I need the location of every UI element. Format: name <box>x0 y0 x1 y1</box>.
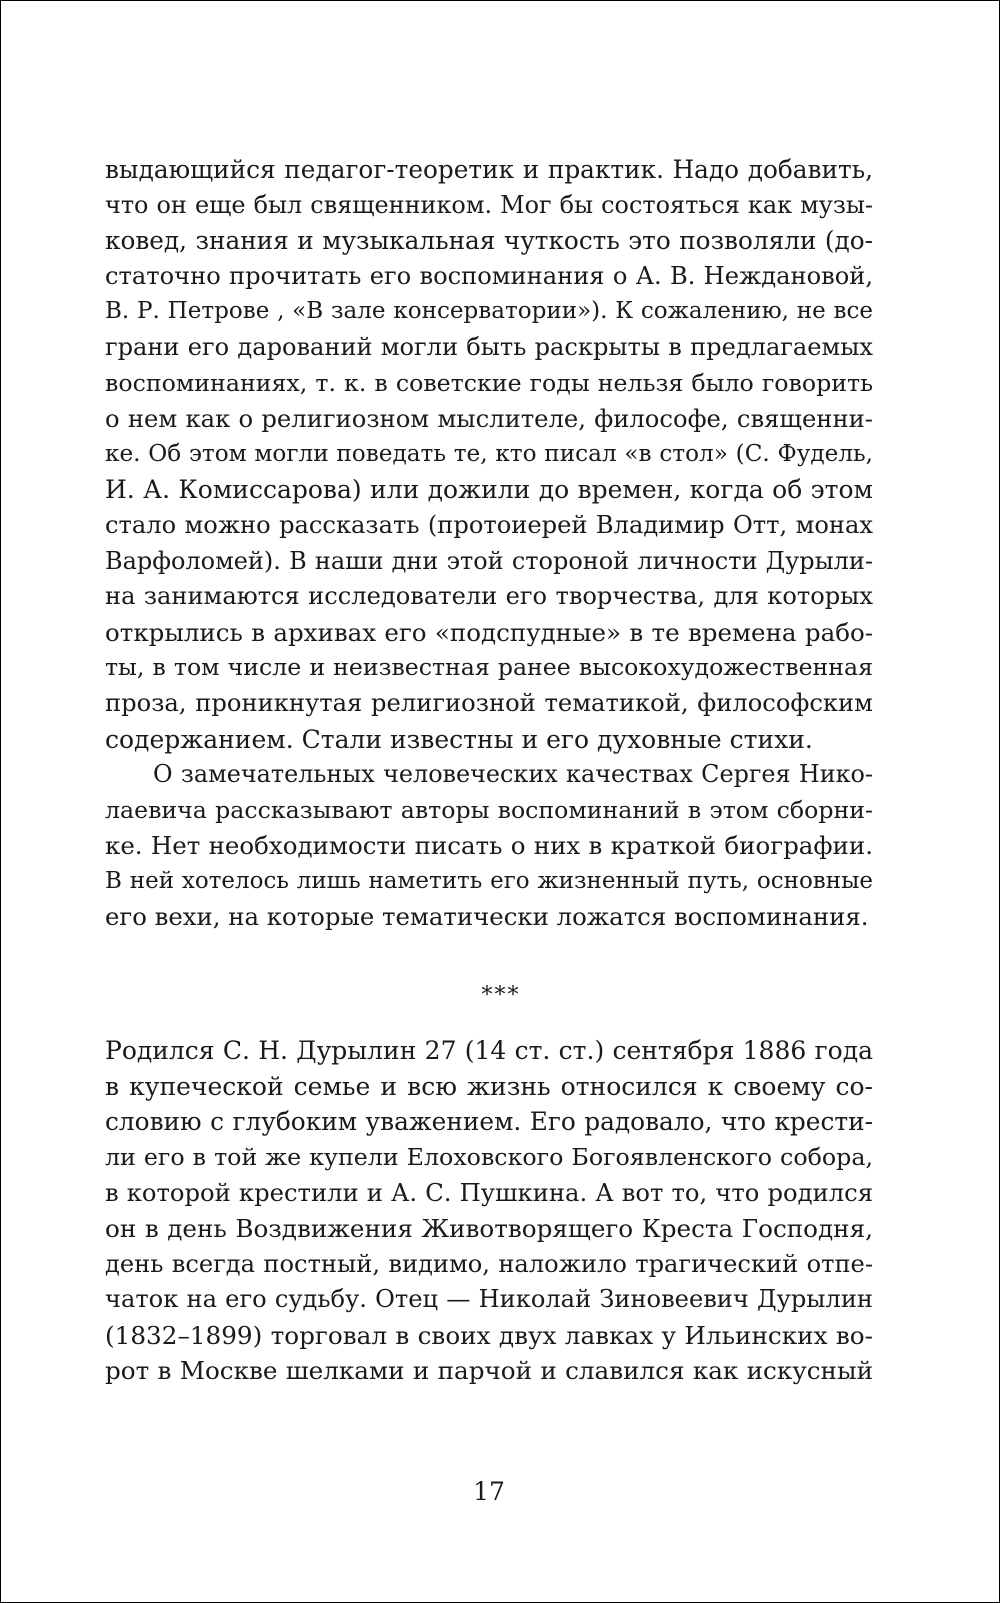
text-line: его вехи, на которые тематически ложатся воспоминания. <box>105 902 869 932</box>
paragraph-1 <box>105 152 873 757</box>
text-line: чаток на его судьбу. Отец — Николай Зиновеевич Дурылин <box>105 1285 873 1314</box>
text-line: проза, проникнутая религиозной тематикой, философским <box>105 688 873 717</box>
text-line: воспоминаниях, т. к. в советские годы нельзя было говорить <box>105 368 873 397</box>
text-line: содержанием. Стали известны и его духовные стихи. <box>105 724 813 754</box>
text-line: В. Р. Петрове , «В зале консерватории»). К сожалению, не все <box>105 298 873 325</box>
text-line: словию с глубоким уважением. Его радовало, что крести- <box>105 1107 873 1137</box>
text-line: Варфоломей). В наши дни этой стороной личности Дурыли- <box>105 546 873 575</box>
text-line: в купеческой семье и всю жизнь относился к своему со- <box>105 1071 873 1101</box>
text-line: ке. Нет необходимости писать о них в краткой биографии. <box>105 831 873 861</box>
text-line: В ней хотелось лишь наметить его жизненный путь, основные <box>105 867 873 894</box>
text-line: (1832–1899) торговал в своих двух лавках у Ильинских во- <box>105 1320 873 1350</box>
text-line: И. А. Комиссарова) или дожили до времен, когда об этом <box>105 475 873 505</box>
text-line: грани его дарований могли быть раскрыты в предлагаемых <box>105 332 873 361</box>
section-separator: *** <box>481 983 521 1008</box>
text-line: ты, в том числе и неизвестная ранее высокохудожественная <box>105 653 873 682</box>
text-line: выдающийся педагог-теоретик и практик. Надо добавить, <box>105 155 873 184</box>
text-line: о нем как о религиозном мыслителе, философе, священни- <box>105 404 873 434</box>
text-line: стало можно рассказать (протоиерей Владимир Отт, монах <box>105 510 873 539</box>
text-line: открылись в архивах его «подспудные» в те времена рабо- <box>105 617 873 647</box>
text-line: О замечательных человеческих качествах Сергея Нико- <box>153 760 873 789</box>
text-section-lower <box>105 1033 873 1389</box>
text-line: Родился С. Н. Дурылин 27 (14 ст. ст.) сентября 1886 года <box>105 1036 873 1065</box>
text-line: рот в Москве шелками и парчой и славился как искусный <box>105 1356 873 1386</box>
text-section-upper <box>105 152 873 935</box>
text-line: он в день Воздвижения Животворящего Креста Господня, <box>105 1213 873 1243</box>
text-line: ке. Об этом могли поведать те, кто писал «в стол» (С. Фудель, <box>105 440 873 467</box>
paragraph-2 <box>105 757 873 935</box>
page-number: 17 <box>473 1477 505 1506</box>
paragraph-3 <box>105 1033 873 1389</box>
text-line: что он еще был священником. Мог бы состояться как музы- <box>105 190 873 219</box>
text-line: лаевича рассказывают авторы воспоминаний в этом сборни- <box>105 795 873 824</box>
text-line: в которой крестили и А. С. Пушкина. А вот то, что родился <box>105 1178 873 1208</box>
text-line: день всегда постный, видимо, наложило трагический отпе- <box>105 1249 873 1278</box>
text-line: ли его в той же купели Елоховского Богоявленского собора, <box>105 1142 873 1171</box>
text-line: на занимаются исследователи его творчества, для которых <box>105 582 873 611</box>
text-line: ковед, знания и музыкальная чуткость это позволяли (до- <box>105 226 873 256</box>
text-line: статочно прочитать его воспоминания о А. В. Неждановой, <box>105 261 873 290</box>
